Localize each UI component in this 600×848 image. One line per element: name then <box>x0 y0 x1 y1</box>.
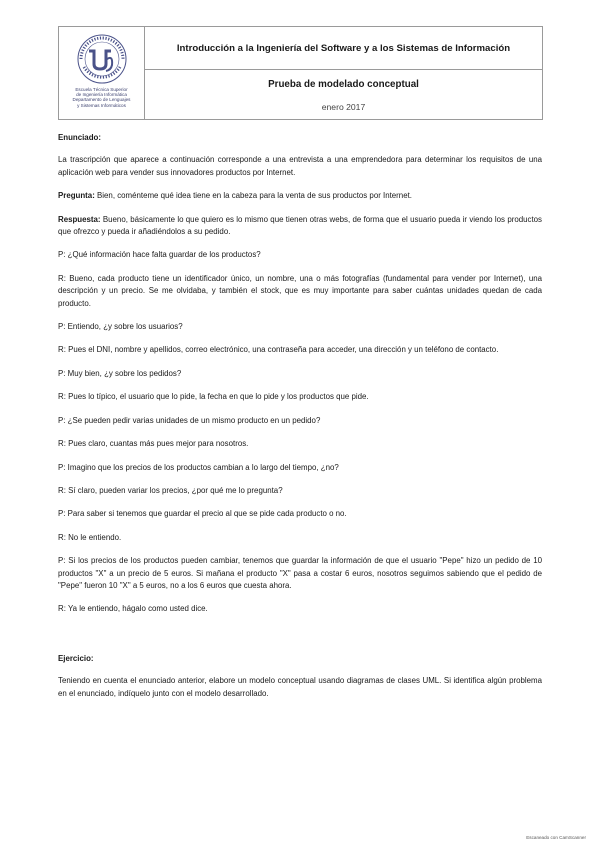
speaker-label: P: <box>58 556 66 566</box>
speaker-label: P: <box>58 250 66 260</box>
speaker-label: R: <box>58 392 66 402</box>
dialogue-line <box>58 273 542 310</box>
statement-heading: Enunciado: <box>58 133 101 142</box>
dialogue-line <box>58 508 542 520</box>
exam-content <box>58 132 542 711</box>
dialogue-text: ¿Qué información hace falta guardar de los productos? <box>65 250 261 260</box>
dialogue-line <box>58 391 542 403</box>
dialogue-text: Bien, coménteme qué idea tiene en la cabeza para la venta de sus productos por Internet. <box>94 191 412 201</box>
exercise-text: Teniendo en cuenta el enunciado anterior, elabore un modelo conceptual usando diagramas de clases UML. Si identifica algún problema en el enunciado, indíquelo junto con el modelo desarrollado. <box>58 676 542 698</box>
dialogue-text: Pues lo típico, el usuario que lo pide, la fecha en que lo pide y los productos que pide. <box>65 392 369 402</box>
dialogue-line <box>58 555 542 592</box>
exercise-heading: Ejercicio: <box>58 653 94 663</box>
exam-title: Prueba de modelado conceptual <box>268 79 419 90</box>
dialogue-line <box>58 603 542 615</box>
speaker-label: R: <box>58 345 66 355</box>
dialogue-text: Pues el DNI, nombre y apellidos, correo electrónico, una contraseña para acceder, una dirección y un teléfono de contacto. <box>65 345 499 355</box>
speaker-label: P: <box>58 322 66 332</box>
dialogue-line <box>58 214 542 239</box>
speaker-label: P: <box>58 509 66 519</box>
dialogue-line <box>58 415 542 427</box>
dialogue-text: Muy bien, ¿y sobre los pedidos? <box>65 368 182 378</box>
dialogue-line <box>58 249 542 261</box>
university-logo-cell <box>59 27 145 119</box>
speaker-label: R: <box>58 532 66 542</box>
dialogue-line <box>58 532 542 544</box>
scanner-watermark: Escaneado con CamScanner <box>526 835 586 840</box>
dialogue-text: Bueno, cada producto tiene un identificador único, un nombre, una o más fotografías (fundamental para vender por Internet), una descripción y un precio. Se me olvidaba, y también el stock, que es muy importante para saber cuántas unidades quedan de cada producto. <box>58 273 542 308</box>
dialogue-text: Imagino que los precios de los productos cambian a lo largo del tiempo, ¿no? <box>65 462 339 472</box>
exam-date: enero 2017 <box>321 102 366 112</box>
speaker-label: Respuesta: <box>58 214 101 224</box>
title-cell <box>145 27 542 119</box>
dialogue-line <box>58 462 542 474</box>
speaker-label: R: <box>58 273 66 283</box>
dialogue-text: Ya le entiendo, hágalo como usted dice. <box>65 604 208 614</box>
dialogue-text: Para saber si tenemos que guardar el precio al que se pide cada producto o no. <box>65 509 347 519</box>
interview-dialogue <box>58 190 542 616</box>
course-title: Introducción a la Ingeniería del Software y a los Sistemas de Información <box>145 27 542 70</box>
dialogue-text: Si los precios de los productos pueden cambiar, tenemos que guardar la información de que el usuario "Pepe" hizo un pedido de 10 productos "X" a un precio de 5 euros. Si mañana el producto "X" pasa a costar 6 euros, nosotros seguimos sabiendo que el pedido de "Pepe" fueron 10 "X" a 5 euros, no a los 6 euros que cuesta ahora. <box>58 556 542 590</box>
dialogue-text: ¿Se pueden pedir varias unidades de un mismo producto en un pedido? <box>65 415 321 425</box>
statement-intro: La trascripción que aparece a continuación corresponde a una entrevista a una emprendedora para determinar los requisitos de una aplicación web para vender sus innovadores productos por Internet. <box>58 155 542 177</box>
exam-header <box>58 26 543 120</box>
speaker-label: R: <box>58 439 66 449</box>
dialogue-line <box>58 438 542 450</box>
dialogue-line <box>58 485 542 497</box>
dialogue-line <box>58 344 542 356</box>
speaker-label: Pregunta: <box>58 191 95 201</box>
dialogue-line <box>58 321 542 333</box>
speaker-label: R: <box>58 604 66 614</box>
speaker-label: P: <box>58 415 66 425</box>
dialogue-text: No le entiendo. <box>65 532 122 542</box>
exam-info <box>145 70 542 119</box>
dialogue-text: Bueno, básicamente lo que quiero es lo mismo que tienen otras webs, de forma que el usuario pueda ir viendo los productos que ofrezco y pueda ir añadiéndolos a su pedido. <box>58 214 542 237</box>
dialogue-text: Sí claro, pueden variar los precios, ¿por qué me lo pregunta? <box>65 485 283 495</box>
speaker-label: R: <box>58 485 66 495</box>
speaker-label: P: <box>58 368 66 378</box>
school-name: Escuela Técnica Superior de Ingeniería Informática Departamento de Lenguajes y Sistemas Informáticos <box>72 87 131 108</box>
dialogue-text: Entiendo, ¿y sobre los usuarios? <box>65 322 183 332</box>
dialogue-text: Pues claro, cuantas más pues mejor para nosotros. <box>65 439 249 449</box>
speaker-label: P: <box>58 462 66 472</box>
dialogue-line <box>58 368 542 380</box>
dialogue-line <box>58 190 542 202</box>
university-seal-icon <box>76 33 128 85</box>
